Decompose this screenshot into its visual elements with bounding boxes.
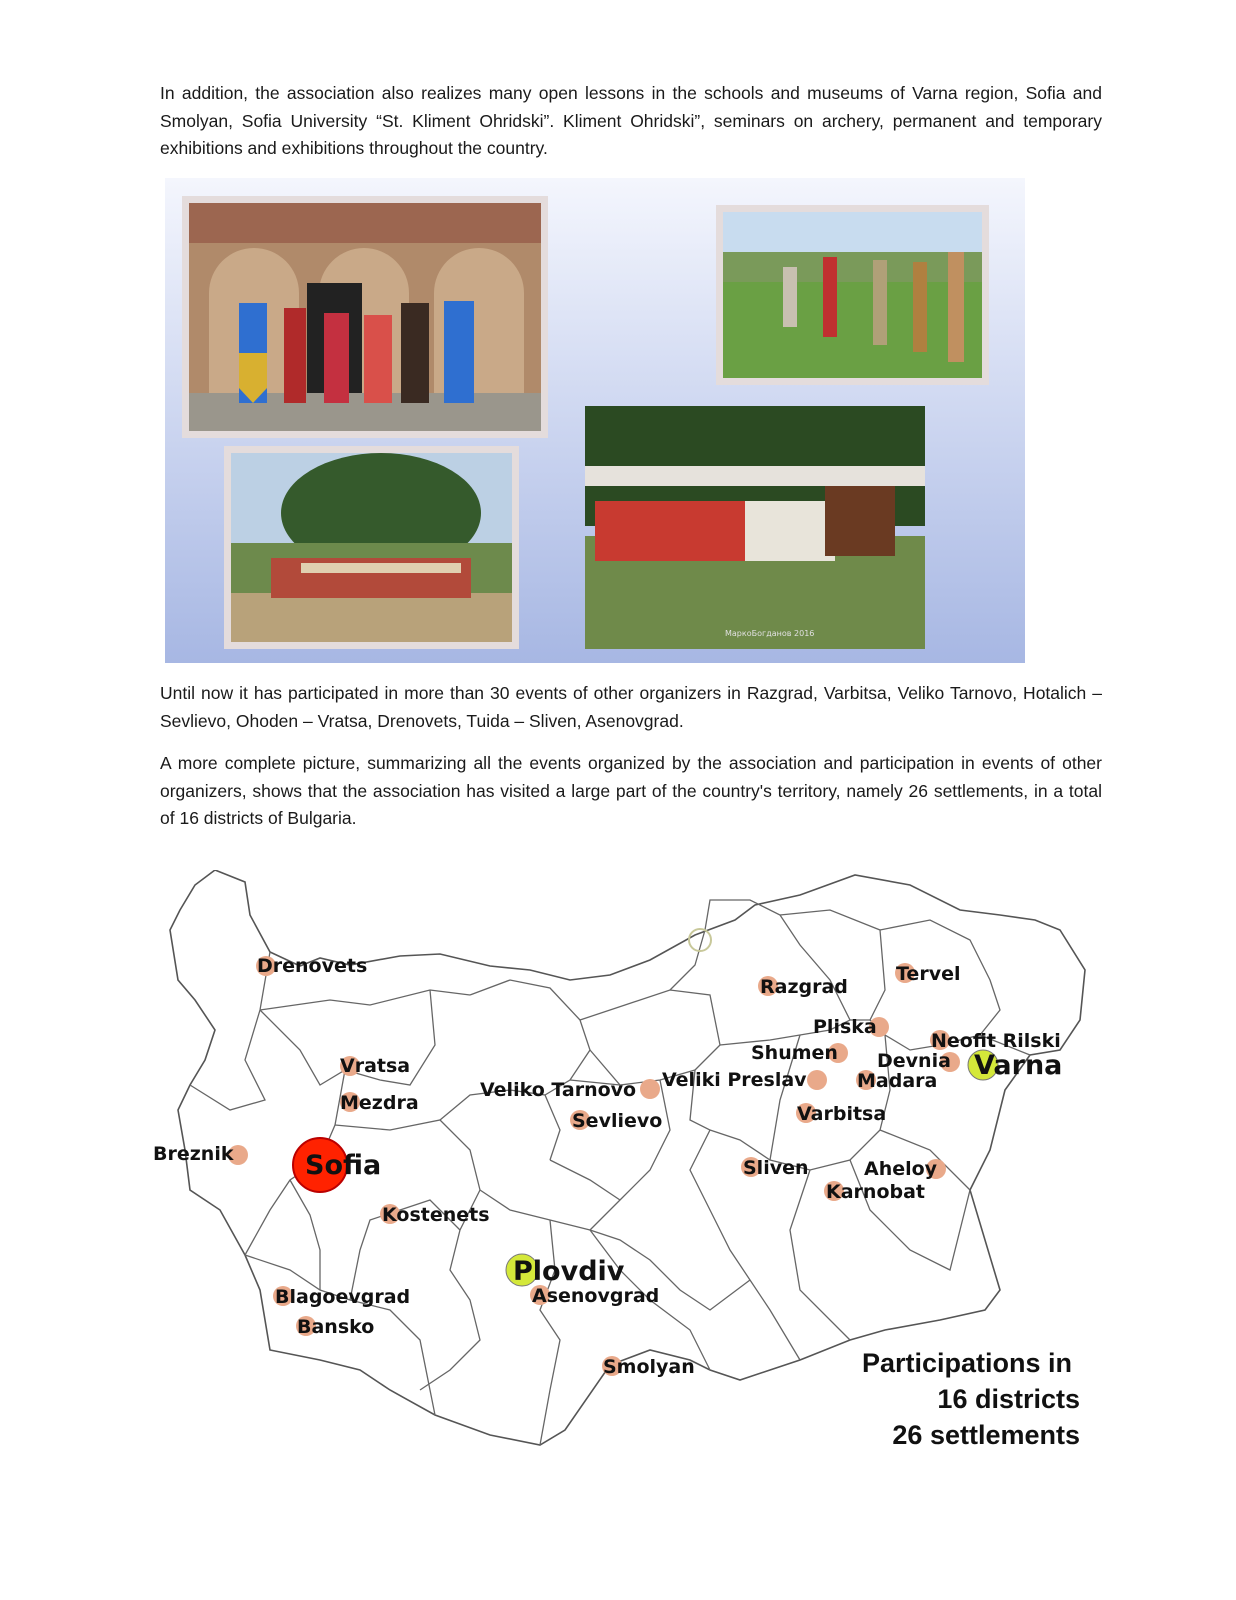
label-blagoevgrad: Blagoevgrad	[275, 1286, 411, 1308]
photo-collage	[165, 178, 1025, 663]
label-sevlievo: Sevlievo	[572, 1110, 663, 1132]
summary-line-3: 26 settlements	[892, 1420, 1080, 1450]
label-vratsa: Vratsa	[340, 1055, 411, 1077]
label-aheloy: Aheloy	[864, 1158, 938, 1180]
label-kostenets: Kostenets	[382, 1204, 490, 1226]
label-veliko-tarnovo: Veliko Tarnovo	[480, 1079, 637, 1101]
label-breznik: Breznik	[153, 1143, 234, 1165]
label-sofia: Sofia	[305, 1150, 382, 1181]
paragraph-open-lessons: In addition, the association also realizes many open lessons in the schools and museums of Varna region, Sofia and Smolyan, Sofia University “St. Kliment Ohridski”. Kliment Ohridski”, seminars on archery, permanent and temporary exhibitions and exhibitions throughout the country.	[160, 83, 1102, 158]
summary-line-1: Participations in	[861, 1348, 1072, 1378]
label-madara: Madara	[857, 1070, 938, 1092]
label-bansko: Bansko	[297, 1316, 375, 1338]
label-mezdra: Mezdra	[340, 1092, 419, 1114]
label-plovdiv: Plovdiv	[513, 1256, 625, 1287]
label-sliven: Sliven	[743, 1157, 809, 1179]
photo-watermark: МаркоБогданов 2016	[725, 629, 815, 638]
label-pliska: Pliska	[813, 1016, 877, 1038]
bulgaria-map	[150, 870, 1110, 1490]
paragraph-summary: A more complete picture, summarizing all the events organized by the association and participation in events of other organizers, shows that the association has visited a large part of the country's territory, namely 26 settlements, in a total of 16 districts of Bulgaria.	[160, 753, 1102, 828]
label-karnobat: Karnobat	[826, 1181, 925, 1203]
marker-veliki-preslav	[807, 1070, 827, 1090]
label-asenovgrad: Asenovgrad	[532, 1285, 660, 1307]
label-tervel: Tervel	[896, 963, 961, 985]
marker-veliko-tarnovo	[640, 1079, 660, 1099]
summary-line-2: 16 districts	[937, 1384, 1080, 1414]
photo-tree-group	[224, 446, 519, 649]
label-varna: Varna	[974, 1050, 1063, 1081]
map-svg	[150, 870, 1110, 1490]
label-shumen: Shumen	[751, 1042, 838, 1064]
label-devnia: Devnia	[877, 1050, 951, 1072]
photo-archers	[716, 205, 989, 385]
label-varbitsa: Varbitsa	[797, 1103, 887, 1125]
map-summary	[862, 1348, 1080, 1450]
label-neofit-rilski: Neofit Rilski	[931, 1030, 1061, 1052]
label-razgrad: Razgrad	[760, 976, 848, 998]
label-smolyan: Smolyan	[603, 1356, 695, 1378]
photo-church-group	[182, 196, 548, 438]
label-veliki-preslav: Veliki Preslav	[662, 1069, 807, 1091]
label-drenovets: Drenovets	[257, 955, 368, 977]
photo-tents-riders	[585, 406, 925, 649]
paragraph-participations: Until now it has participated in more than 30 events of other organizers in Razgrad, Varbitsa, Veliko Tarnovo, Hotalich – Sevlievo, Ohoden – Vratsa, Drenovets, Tuida – Sliven, Asenovgrad.	[160, 683, 1102, 731]
